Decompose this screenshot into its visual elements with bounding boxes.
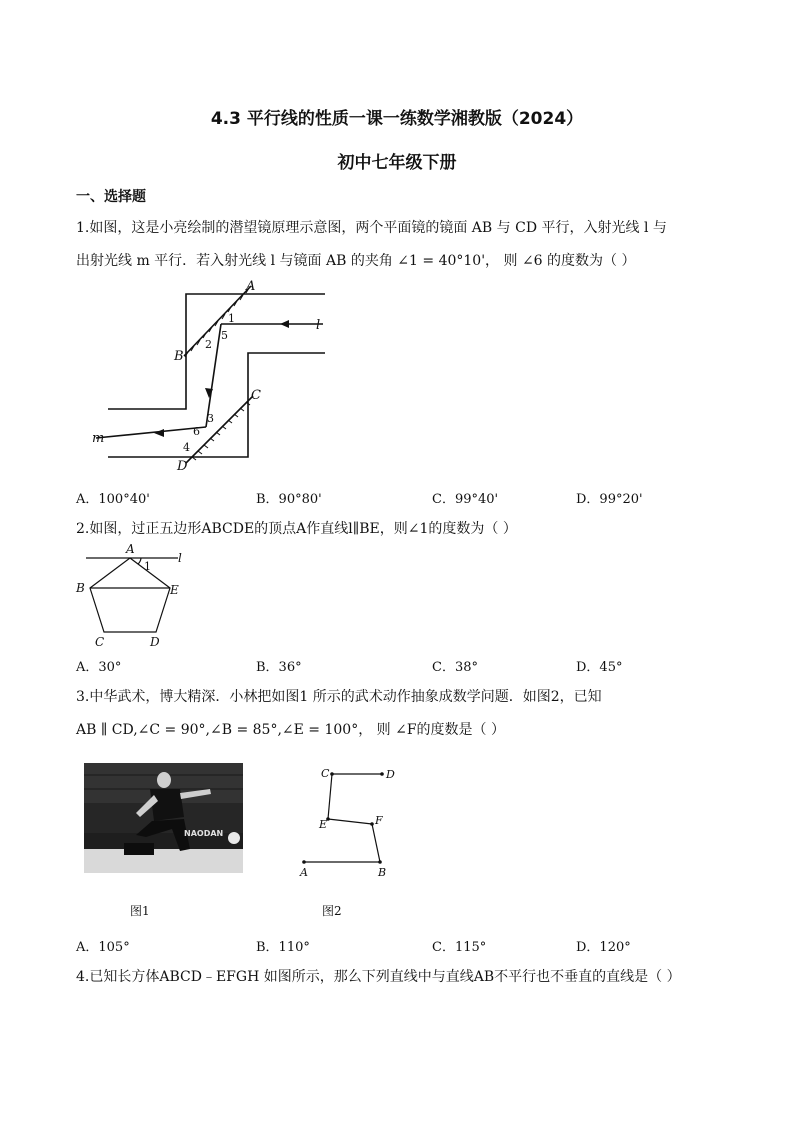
q1-text-line2: 出射光线 m 平行．若入射光线 l 与镜面 AB 的夹角 ∠1 = 40°10'， 则 ∠6 的度数为（ ） <box>76 253 636 269</box>
q2-label-D: D <box>150 635 160 649</box>
photo-banner-text: NAODAN <box>184 829 224 838</box>
angle-4: 4 <box>183 441 190 454</box>
q2-label-E: E <box>170 583 179 597</box>
q2-label-B: B <box>76 581 85 595</box>
page-subtitle: 初中七年级下册 <box>337 153 457 173</box>
q2-pentagon-figure <box>74 540 194 650</box>
angle-1: 1 <box>228 312 235 325</box>
q1-option-c[interactable]: C．99°40' <box>432 492 499 507</box>
q3-text-line1: 3.中华武术，博大精深．小林把如图1 所示的武术动作抽象成数学问题．如图2，已知 <box>76 689 602 705</box>
angle-6: 6 <box>193 425 200 438</box>
q2-label-l: l <box>178 551 182 565</box>
q2-label-C: C <box>95 635 105 649</box>
q3-label-B: B <box>378 866 387 879</box>
label-C: C <box>251 388 261 403</box>
angle-2: 2 <box>205 338 212 351</box>
q3-option-c[interactable]: C．115° <box>432 940 487 955</box>
q3-label-D: D <box>386 768 395 781</box>
q3-option-b[interactable]: B．110° <box>256 940 310 955</box>
figure-1-caption: 图1 <box>130 904 150 918</box>
q2-option-a[interactable]: A．30° <box>76 660 122 675</box>
q3-label-C: C <box>321 767 330 780</box>
q3-geometry-figure <box>296 762 406 880</box>
martial-arts-photo <box>84 763 243 873</box>
q1-text-line1: 1.如图，这是小亮绘制的潜望镜原理示意图，两个平面镜的镜面 AB 与 CD 平行，入射光线 l 与 <box>76 220 667 236</box>
label-m: m <box>92 431 105 446</box>
q1-option-a[interactable]: A．100°40' <box>76 492 150 507</box>
q2-text-line1: 2.如图，过正五边形ABCDE的顶点A作直线l∥BE，则∠1的度数为（ ） <box>76 521 517 537</box>
q2-option-c[interactable]: C．38° <box>432 660 478 675</box>
q2-option-b[interactable]: B．36° <box>256 660 302 675</box>
q4-text-line1: 4.已知长方体ABCD﹣EFGH 如图所示，那么下列直线中与直线AB不平行也不垂直的直线是（ ） <box>76 969 681 985</box>
q3-label-E: E <box>319 818 328 831</box>
q3-text-line2: AB ∥ CD,∠C = 90°,∠B = 85°,∠E = 100°， 则 ∠F的度数是（ ） <box>76 722 506 738</box>
page-title: 4.3 平行线的性质一课一练数学湘教版（2024） <box>210 109 584 129</box>
angle-3: 3 <box>207 412 214 425</box>
q2-option-d[interactable]: D．45° <box>576 660 623 675</box>
q2-angle-1: 1 <box>144 560 151 573</box>
q3-option-d[interactable]: D．120° <box>576 940 631 955</box>
q3-label-A: A <box>300 866 308 879</box>
label-l: l <box>316 318 321 333</box>
q3-option-a[interactable]: A．105° <box>76 940 130 955</box>
figure-2-caption: 图2 <box>322 904 342 918</box>
angle-5: 5 <box>221 329 228 342</box>
label-A: A <box>246 279 256 294</box>
section-heading: 一、选择题 <box>76 189 146 205</box>
label-D: D <box>177 459 188 474</box>
q3-label-F: F <box>375 814 383 827</box>
q1-option-b[interactable]: B．90°80' <box>256 492 322 507</box>
label-B: B <box>174 349 184 364</box>
q1-periscope-figure <box>88 278 338 474</box>
q1-option-d[interactable]: D．99°20' <box>576 492 643 507</box>
q2-label-A: A <box>126 542 135 556</box>
